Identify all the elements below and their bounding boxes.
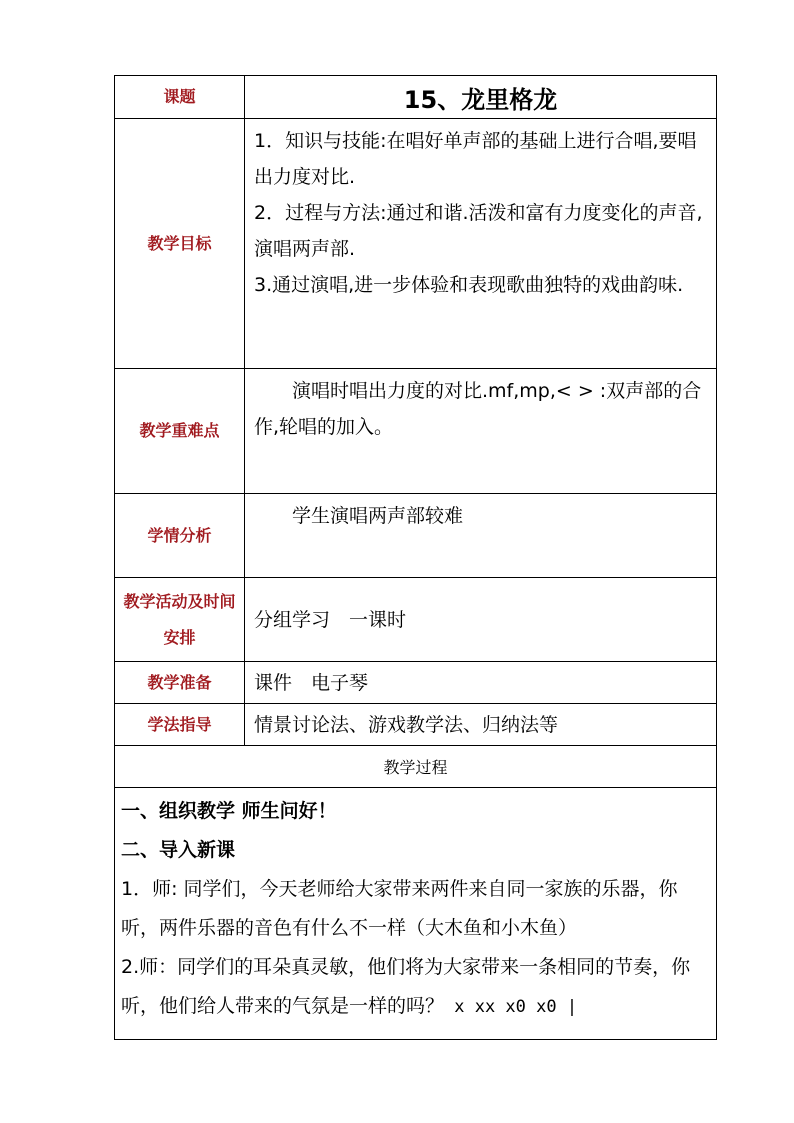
lesson-plan-sheet bbox=[114, 75, 717, 1040]
objective-item: 1．知识与技能:在唱好单声部的基础上进行合唱,要唱出力度对比. bbox=[254, 130, 697, 188]
row-title bbox=[115, 76, 717, 119]
row-activities bbox=[115, 578, 717, 662]
objectives-content bbox=[245, 119, 717, 369]
row-key-points bbox=[115, 369, 717, 494]
activities-label: 教学活动及时间安排 bbox=[115, 578, 245, 662]
row-objectives bbox=[115, 119, 717, 369]
row-preparation bbox=[115, 662, 717, 704]
row-process bbox=[115, 788, 717, 1040]
process-line: 1．师: 同学们，今天老师给大家带来两件来自同一家族的乐器，你听，两件乐器的音色有什么不一样（大木鱼和小木鱼） bbox=[121, 878, 678, 939]
preparation-label: 教学准备 bbox=[115, 662, 245, 704]
row-learner-analysis bbox=[115, 494, 717, 578]
process-header: 教学过程 bbox=[115, 746, 717, 788]
process-line bbox=[121, 948, 710, 1027]
key-points-content: 演唱时唱出力度的对比.mf,mp,< > :双声部的合作,轮唱的加入。 bbox=[245, 369, 717, 494]
objective-item: 3.通过演唱,进一步体验和表现歌曲独特的戏曲韵味. bbox=[254, 274, 684, 296]
objective-item: 2．过程与方法:通过和谐.活泼和富有力度变化的声音,演唱两声部. bbox=[254, 202, 703, 260]
process-content bbox=[115, 788, 717, 1040]
row-process-header bbox=[115, 746, 717, 788]
row-method bbox=[115, 704, 717, 746]
lesson-plan-table bbox=[114, 75, 717, 1040]
process-line-text: 2.师：同学们的耳朵真灵敏，他们将为大家带来一条相同的节奏，你听，他们给人带来的气氛是一样的吗？ bbox=[121, 956, 691, 1017]
process-line: 一、组织教学 师生问好！ bbox=[121, 800, 337, 822]
preparation-content: 课件 电子琴 bbox=[245, 662, 717, 704]
learner-analysis-content: 学生演唱两声部较难 bbox=[245, 494, 717, 578]
learner-analysis-label: 学情分析 bbox=[115, 494, 245, 578]
objectives-label: 教学目标 bbox=[115, 119, 245, 369]
activities-content: 分组学习 一课时 bbox=[245, 578, 717, 662]
lesson-title: 15、龙里格龙 bbox=[245, 76, 717, 119]
title-label: 课题 bbox=[115, 76, 245, 119]
process-line: 二、导入新课 bbox=[121, 839, 236, 861]
key-points-label: 教学重难点 bbox=[115, 369, 245, 494]
method-label: 学法指导 bbox=[115, 704, 245, 746]
rhythm-notation: x xx x0 x0 | bbox=[444, 997, 578, 1017]
method-content: 情景讨论法、游戏教学法、归纳法等 bbox=[245, 704, 717, 746]
